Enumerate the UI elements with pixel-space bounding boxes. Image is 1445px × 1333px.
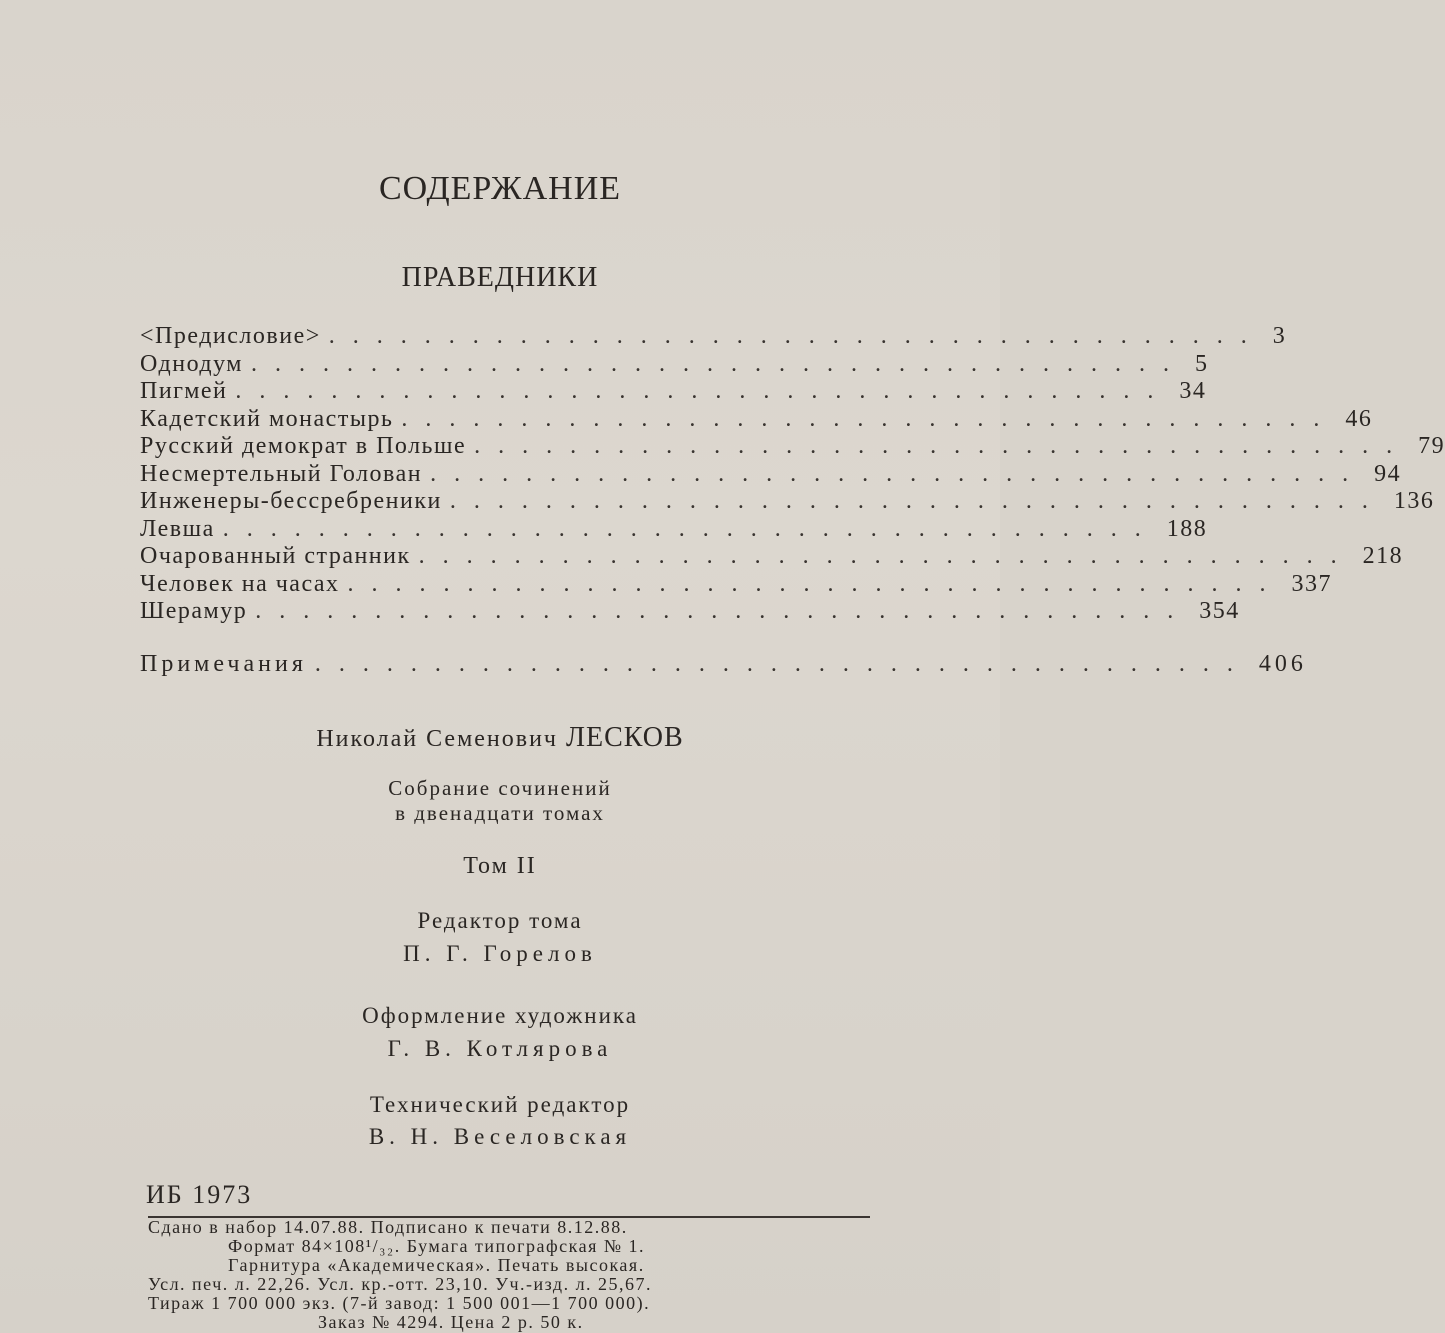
leader-dots: ....................................... xyxy=(430,460,1367,487)
volume-label: Том II xyxy=(463,853,537,879)
toc-entry-title: Примечания xyxy=(140,650,307,677)
toc-entry xyxy=(140,543,1404,571)
leader-dots: ....................................... xyxy=(328,323,1265,349)
toc-entry xyxy=(140,405,1373,434)
toc-entry-title: Кадетский монастырь xyxy=(140,405,394,432)
toc-entry-page: 136 xyxy=(1393,488,1435,514)
toc-entry-page: 79 xyxy=(1418,433,1445,459)
contents-heading: СОДЕРЖАНИЕ xyxy=(378,170,622,207)
toc-entry-title: Инженеры-бессребреники xyxy=(140,488,442,514)
toc-entry-title: Однодум xyxy=(140,350,243,377)
toc-entry-page: 337 xyxy=(1291,570,1333,597)
toc-entry-title: <Предисловие> xyxy=(140,323,321,349)
toc-entry-title: Несмертельный Голован xyxy=(140,460,423,487)
toc-entry xyxy=(140,515,1208,544)
toc-entry xyxy=(140,488,1435,516)
imprint-line: Усл. печ. л. 22,26. Усл. кр.-отт. 23,10. Уч.-изд. л. 25,67. xyxy=(148,1274,653,1294)
toc-entry-page: 3 xyxy=(1272,323,1287,349)
toc-entry-page: 354 xyxy=(1199,598,1240,624)
toc-notes-entry xyxy=(140,650,1307,679)
leader-dots: ....................................... xyxy=(222,515,1159,542)
leader-dots: ....................................... xyxy=(314,650,1251,677)
toc-entry-title: Пигмей xyxy=(140,378,228,404)
toc-entry-page: 188 xyxy=(1166,515,1208,542)
toc-entry xyxy=(140,598,1240,626)
author-line xyxy=(0,722,1000,754)
leader-dots: ....................................... xyxy=(401,405,1338,432)
leader-dots: ....................................... xyxy=(250,350,1187,377)
leader-dots: ....................................... xyxy=(418,543,1355,569)
leader-dots: ....................................... xyxy=(255,598,1192,624)
imprint-line: Сдано в набор 14.07.88. Подписано к печати 8.12.88. xyxy=(148,1217,628,1237)
table-of-contents xyxy=(140,323,1445,678)
editor-role: Редактор тома xyxy=(417,908,583,933)
artist-role: Оформление художника xyxy=(362,1003,638,1028)
toc-entry-page: 406 xyxy=(1258,650,1307,677)
toc-entry-title: Очарованный странник xyxy=(140,543,411,569)
toc-entry-page: 46 xyxy=(1345,405,1373,432)
tech-editor-role: Технический редактор xyxy=(369,1092,631,1117)
tech-editor-name: В. Н. Веселовская xyxy=(368,1124,632,1149)
toc-entry-title: Русский демократ в Польше xyxy=(140,433,467,459)
toc-entry xyxy=(140,460,1402,489)
author-surname: ЛЕСКОВ xyxy=(566,722,684,753)
toc-entry-page: 5 xyxy=(1194,350,1209,377)
editor-name: П. Г. Горелов xyxy=(403,941,597,966)
imprint-block xyxy=(148,1218,878,1332)
imprint-line: Гарнитура «Академическая». Печать высокая. xyxy=(228,1255,645,1275)
leader-dots: ....................................... xyxy=(449,488,1386,514)
collection-line-1: Собрание сочинений xyxy=(388,776,612,800)
toc-entry-page: 218 xyxy=(1362,543,1404,569)
toc-entry xyxy=(140,570,1333,599)
imprint-line: Заказ № 4294. Цена 2 р. 50 к. xyxy=(318,1312,584,1332)
toc-entry-title: Человек на часах xyxy=(140,570,340,597)
imprint-line: Тираж 1 700 000 экз. (7-й завод: 1 500 001—1 700 000). xyxy=(148,1293,651,1313)
collection-line-2: в двенадцати томах xyxy=(395,801,605,825)
toc-entry xyxy=(140,433,1445,461)
artist-name: Г. В. Котлярова xyxy=(387,1036,613,1061)
author-name: Николай Семенович xyxy=(316,726,558,752)
ib-number: ИБ 1973 xyxy=(146,1180,253,1209)
toc-entry-title: Шерамур xyxy=(140,598,248,624)
toc-entry-page: 34 xyxy=(1179,378,1207,404)
toc-entry xyxy=(140,323,1287,351)
toc-entry-title: Левша xyxy=(140,515,215,542)
toc-entry-page: 94 xyxy=(1374,460,1402,487)
toc-entry xyxy=(140,378,1207,406)
toc-entry xyxy=(140,350,1209,379)
leader-dots: ....................................... xyxy=(235,378,1172,404)
leader-dots: ....................................... xyxy=(474,433,1411,459)
leader-dots: ....................................... xyxy=(347,570,1284,597)
imprint-line: Формат 84×108¹/₃₂. Бумага типографская № 1. xyxy=(228,1236,646,1256)
section-title: ПРАВЕДНИКИ xyxy=(401,262,599,293)
